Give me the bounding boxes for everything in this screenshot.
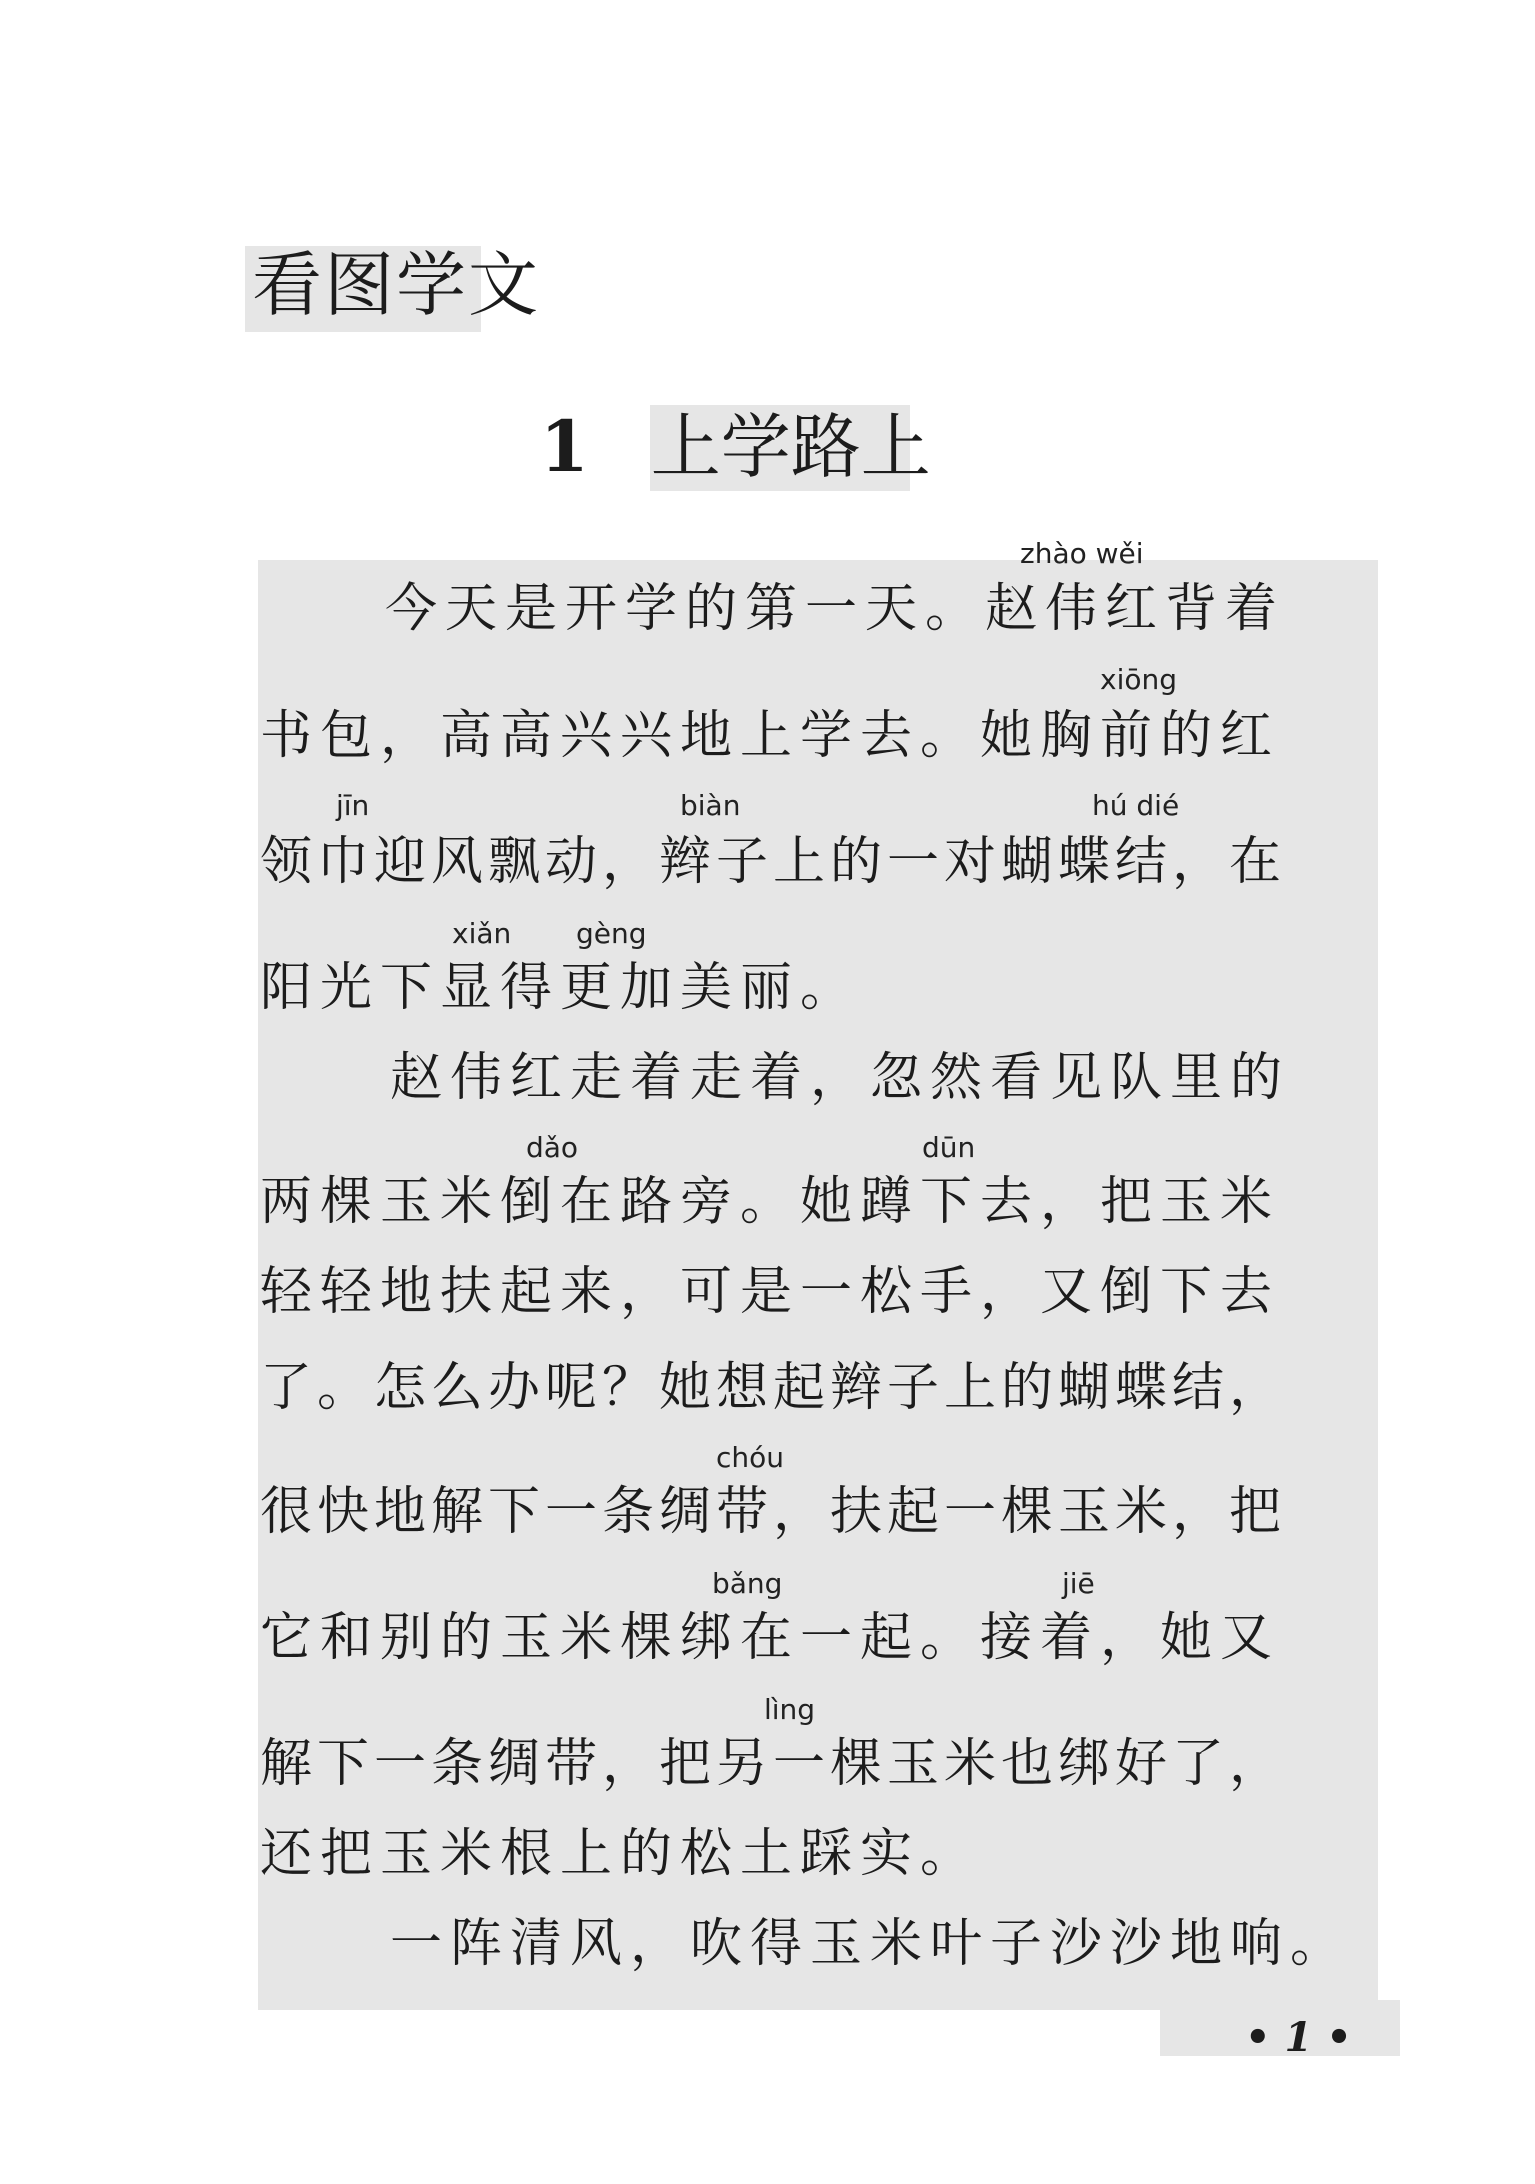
text-line: 轻轻地扶起来，可是一松手，又倒下去 [260, 1262, 1281, 1322]
pinyin-annotation: lìng [764, 1693, 816, 1726]
text-line: 解下一条绸带，把另一棵玉米也绑好了， [260, 1734, 1287, 1794]
page-number: • 1 • [1245, 2014, 1352, 2061]
text-line: 两棵玉米倒在路旁。她蹲下去，把玉米 [260, 1172, 1281, 1232]
text-line: 很快地解下一条绸带，扶起一棵玉米，把 [260, 1482, 1287, 1542]
pinyin-annotation: gèng [576, 917, 647, 950]
pinyin-annotation: hú dié [1092, 789, 1180, 822]
pinyin-annotation: xiǎn [452, 917, 512, 950]
pinyin-annotation: bǎng [712, 1567, 783, 1600]
pinyin-annotation: chóu [716, 1441, 785, 1474]
pinyin-annotation: dǎo [526, 1131, 579, 1164]
lesson-title-text: 上学路上 [650, 406, 931, 488]
text-line: 今天是开学的第一天。赵伟红背着 [385, 579, 1286, 639]
pinyin-annotation: zhào wěi [1020, 537, 1144, 570]
pinyin-annotation: jīn [336, 789, 370, 822]
text-line: 一阵清风，吹得玉米叶子沙沙地响。 [390, 1914, 1351, 1974]
text-line: 赵伟红走着走着，忽然看见队里的 [390, 1048, 1291, 1108]
text-line: 书包，高高兴兴地上学去。她胸前的红 [260, 706, 1281, 766]
text-line: 了。怎么办呢？她想起辫子上的蝴蝶结， [260, 1358, 1287, 1418]
section-label: 看图学文 [252, 244, 540, 326]
pinyin-annotation: dūn [922, 1131, 976, 1164]
lesson-number: 1 [540, 405, 589, 488]
lesson-title [540, 405, 931, 488]
text-line: 它和别的玉米棵绑在一起。接着，她又 [260, 1608, 1281, 1668]
text-line: 还把玉米根上的松土踩实。 [260, 1824, 981, 1884]
text-line: 阳光下显得更加美丽。 [260, 958, 861, 1018]
pinyin-annotation: jiē [1062, 1567, 1095, 1600]
text-line: 领巾迎风飘动，辫子上的一对蝴蝶结，在 [260, 832, 1287, 892]
pinyin-annotation: xiōng [1100, 663, 1177, 696]
pinyin-annotation: biàn [680, 789, 741, 822]
